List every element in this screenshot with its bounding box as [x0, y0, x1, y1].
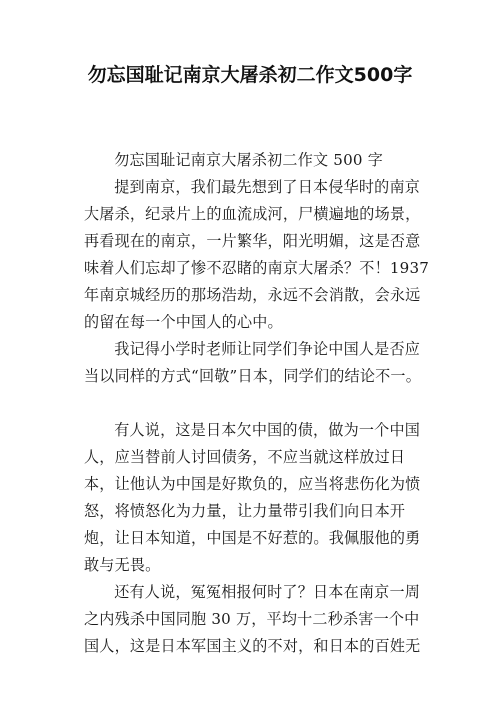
document-body — [84, 147, 430, 660]
paragraph-teacher-debate: 我记得小学时老师让同学们争论中国人是否应当以同样的方式“回敬”日本，同学们的结论不一。 — [84, 340, 422, 385]
document-title: 勿忘国耻记南京大屠杀初二作文500字 — [87, 64, 413, 86]
paragraph-opinion-revenge: 有人说，这是日本欠中国的债，做为一个中国人，应当替前人讨回债务，不应当就这样放过日本，让他认为中国是好欺负的，应当将悲伤化为愤怒，将愤怒化为力量，让力量带引我们向日本开炮，让日本知道，中国是不好惹的。我佩服他的勇敢与无畏。 — [84, 421, 421, 574]
paragraph-nanjing-intro: 提到南京，我们最先想到了日本侵华时的南京大屠杀，纪录片上的血流成河，尸横遍地的场景，再看现在的南京，一片繁华，阳光明媚，这是否意味着人们忘却了惨不忍睹的南京大屠杀？不！1937 年南京城经历的那场浩劫，永远不会消散，会永远的留在每一个中国人的心中。 — [84, 178, 430, 331]
paragraph-opinion-forgive: 还有人说，冤冤相报何时了？日本在南京一周之内残杀中国同胞 30 万，平均十二秒杀害一个中国人，这是日本军国主义的不对，和日本的百姓无 — [84, 583, 421, 655]
paragraph-spacer — [84, 390, 430, 417]
paragraph-subtitle: 勿忘国耻记南京大屠杀初二作文 500 字 — [114, 151, 383, 169]
